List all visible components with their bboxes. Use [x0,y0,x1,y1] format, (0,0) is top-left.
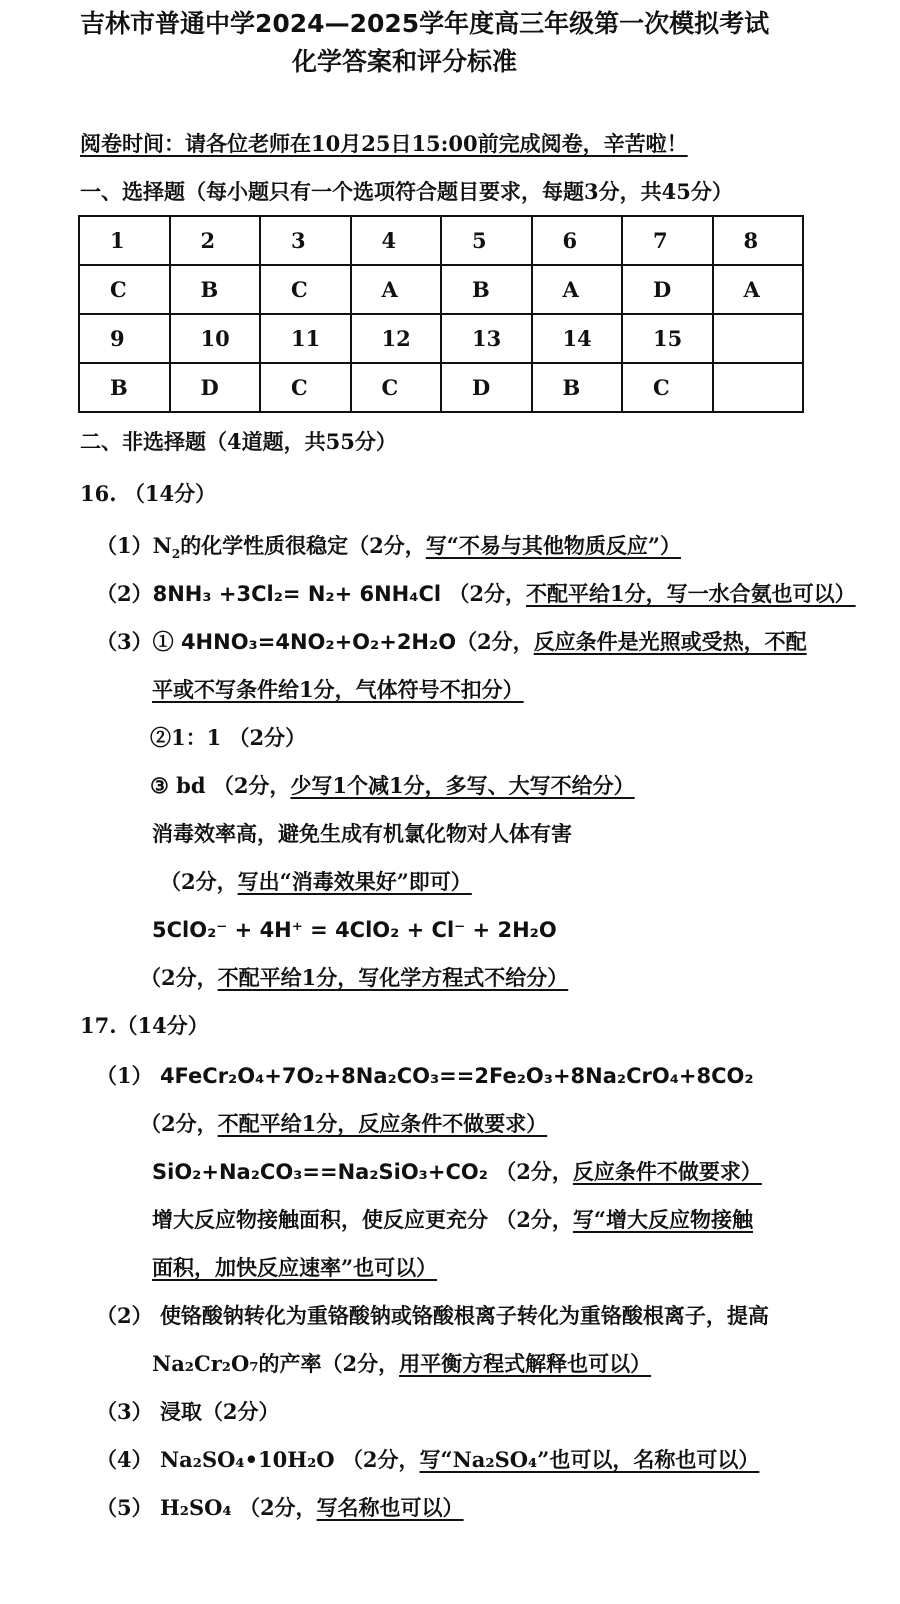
q17-part2-text1: 使铬酸钠转化为重铬酸钠或铬酸根离子转化为重铬酸根离子，提高 [159,1303,769,1328]
q17-part2-text2: Na₂Cr₂O₇的产率（2分， [152,1351,400,1376]
answer-cell: C [622,363,713,412]
q16-part2-label: （2） [96,581,153,606]
answer-cell [713,363,804,412]
question-number-cell: 15 [622,314,713,363]
q16-part3-7-note: 不配平给1分，写化学方程式不给分） [217,965,569,990]
question-number-cell: 12 [351,314,442,363]
q16-part1-label: （1） [96,533,153,558]
q17-part1-text3-main: 增大反应物接触面积，使反应更充分 （2分， [152,1207,573,1232]
answer-cell: C [79,265,170,314]
question-number-cell: 1 [79,216,170,265]
q16-part3-5-label: （2分， [160,869,238,894]
q17-part2-label: （2） [96,1303,153,1328]
q16-part3 [96,628,807,656]
q16-part3-text: （2分， [456,629,534,654]
question-number-cell: 6 [532,216,623,265]
page-subtitle: 化学答案和评分标准 [292,47,518,76]
section1-heading: 一、选择题（每小题只有一个选项符合题目要求，每题3分，共45分） [80,179,733,204]
q17-part1-text3 [152,1206,753,1234]
q17-part3 [96,1398,280,1426]
answer-table-number-row [79,216,803,265]
q16-part1-formula: N [152,533,172,558]
q17-part5 [96,1494,464,1522]
answer-cell: A [713,265,804,314]
q17-part2 [96,1302,769,1330]
answer-table-answer-row [79,363,803,412]
grading-notice: 阅卷时间：请各位老师在10月25日15:00前完成阅卷，辛苦啦！ [80,131,688,156]
q17-part1-equation2: SiO₂+Na₂CO₃==Na₂SiO₃+CO₂ [152,1160,488,1184]
section2-heading: 二、非选择题（4道题，共55分） [80,429,397,454]
question-number-cell: 4 [351,216,442,265]
answer-cell: A [532,265,623,314]
q17-heading: 17.（14分） [80,1013,209,1038]
answer-cell: A [351,265,442,314]
answer-cell: B [532,363,623,412]
q16-part3-2: ②1：1 （2分） [150,725,307,750]
q16-part1-sub: 2 [171,547,181,562]
q17-part1-eq2 [152,1158,762,1186]
q16-part3-circle: ① [152,629,174,654]
q17-part4-text: Na₂SO₄•10H₂O （2分， [159,1447,420,1472]
q17-part1 [96,1062,754,1090]
q16-part2 [96,580,856,608]
answer-cell: D [622,265,713,314]
question-number-cell [713,314,804,363]
q17-part5-note: 写名称也可以） [316,1495,464,1520]
q16-part2-equation: 8NH₃ +3Cl₂= N₂+ 6NH₄Cl [152,582,442,606]
q16-part3-6-equation: 5ClO₂⁻ + 4H⁺ = 4ClO₂ + Cl⁻ + 2H₂O [152,918,557,942]
q17-part1-note [140,1110,547,1138]
question-number-cell: 13 [441,314,532,363]
q17-part3-label: （3） [96,1399,153,1424]
q17-part5-label: （5） [96,1495,153,1520]
answer-cell: C [351,363,442,412]
q17-part4-note: 写“Na₂SO₄”也可以，名称也可以） [419,1447,760,1472]
answer-cell: D [441,363,532,412]
answer-cell: B [170,265,261,314]
q17-part4 [96,1446,759,1474]
q16-part1-text: 的化学性质很稳定（2分， [180,533,426,558]
q17-part1-note-label: （2分， [140,1111,218,1136]
q16-part3-note2: 平或不写条件给1分，气体符号不扣分） [152,677,524,702]
q16-part3-7-label: （2分， [140,965,218,990]
q16-part3-7 [140,964,568,992]
q16-part3-3-note: 少写1个减1分，多写、大写不给分） [290,773,635,798]
question-number-cell: 7 [622,216,713,265]
question-number-cell: 8 [713,216,804,265]
page-title: 吉林市普通中学2024—2025学年度高三年级第一次模拟考试 [80,9,770,38]
answer-cell: D [170,363,261,412]
answer-cell: B [441,265,532,314]
q17-part1-eq2-label: （2分， [495,1159,573,1184]
q17-part1-note-text: 不配平给1分，反应条件不做要求） [217,1111,548,1136]
q16-part3-note1: 反应条件是光照或受热，不配 [533,629,807,654]
q16-part3-4: 消毒效率高，避免生成有机氯化物对人体有害 [152,821,572,846]
q17-part1-equation: 4FeCr₂O₄+7O₂+8Na₂CO₃==2Fe₂O₃+8Na₂CrO₄+8CO₂ [159,1064,754,1088]
q17-part3-text: 浸取（2分） [159,1399,280,1424]
question-number-cell: 9 [79,314,170,363]
q16-part3-label: （3） [96,629,153,654]
q16-part3-3-label: ③ bd （2分， [150,773,291,798]
q17-part4-label: （4） [96,1447,153,1472]
answer-table-answer-row [79,265,803,314]
q16-part3-equation: 4HNO₃=4NO₂+O₂+2H₂O [180,630,457,654]
question-number-cell: 2 [170,216,261,265]
q16-part2-text: （2分， [448,581,527,606]
q17-part1-text3-note1: 写“增大反应物接触 [572,1207,754,1232]
question-number-cell: 10 [170,314,261,363]
q16-part1 [96,532,681,568]
q16-part2-note: 不配平给1分，写一水合氨也可以） [526,581,856,606]
q17-part2-line2 [152,1350,651,1378]
q16-heading: 16. （14分） [80,481,217,506]
answer-table [78,215,804,413]
answer-table-number-row [79,314,803,363]
q17-part2-note: 用平衡方程式解释也可以） [399,1351,652,1376]
question-number-cell: 14 [532,314,623,363]
q17-part1-label: （1） [96,1063,153,1088]
question-number-cell: 11 [260,314,351,363]
question-number-cell: 3 [260,216,351,265]
answer-cell: C [260,363,351,412]
q16-part1-note: 写“不易与其他物质反应”） [425,533,681,558]
q17-part1-eq2-note: 反应条件不做要求） [572,1159,762,1184]
q17-part5-text: H₂SO₄ （2分， [159,1495,317,1520]
q16-part3-3 [150,772,635,800]
q16-part3-5 [160,868,472,896]
q17-part1-text3-note2: 面积，加快反应速率”也可以） [152,1255,438,1280]
answer-cell: C [260,265,351,314]
question-number-cell: 5 [441,216,532,265]
answer-cell: B [79,363,170,412]
q16-part3-5-note: 写出“消毒效果好”即可） [237,869,472,894]
